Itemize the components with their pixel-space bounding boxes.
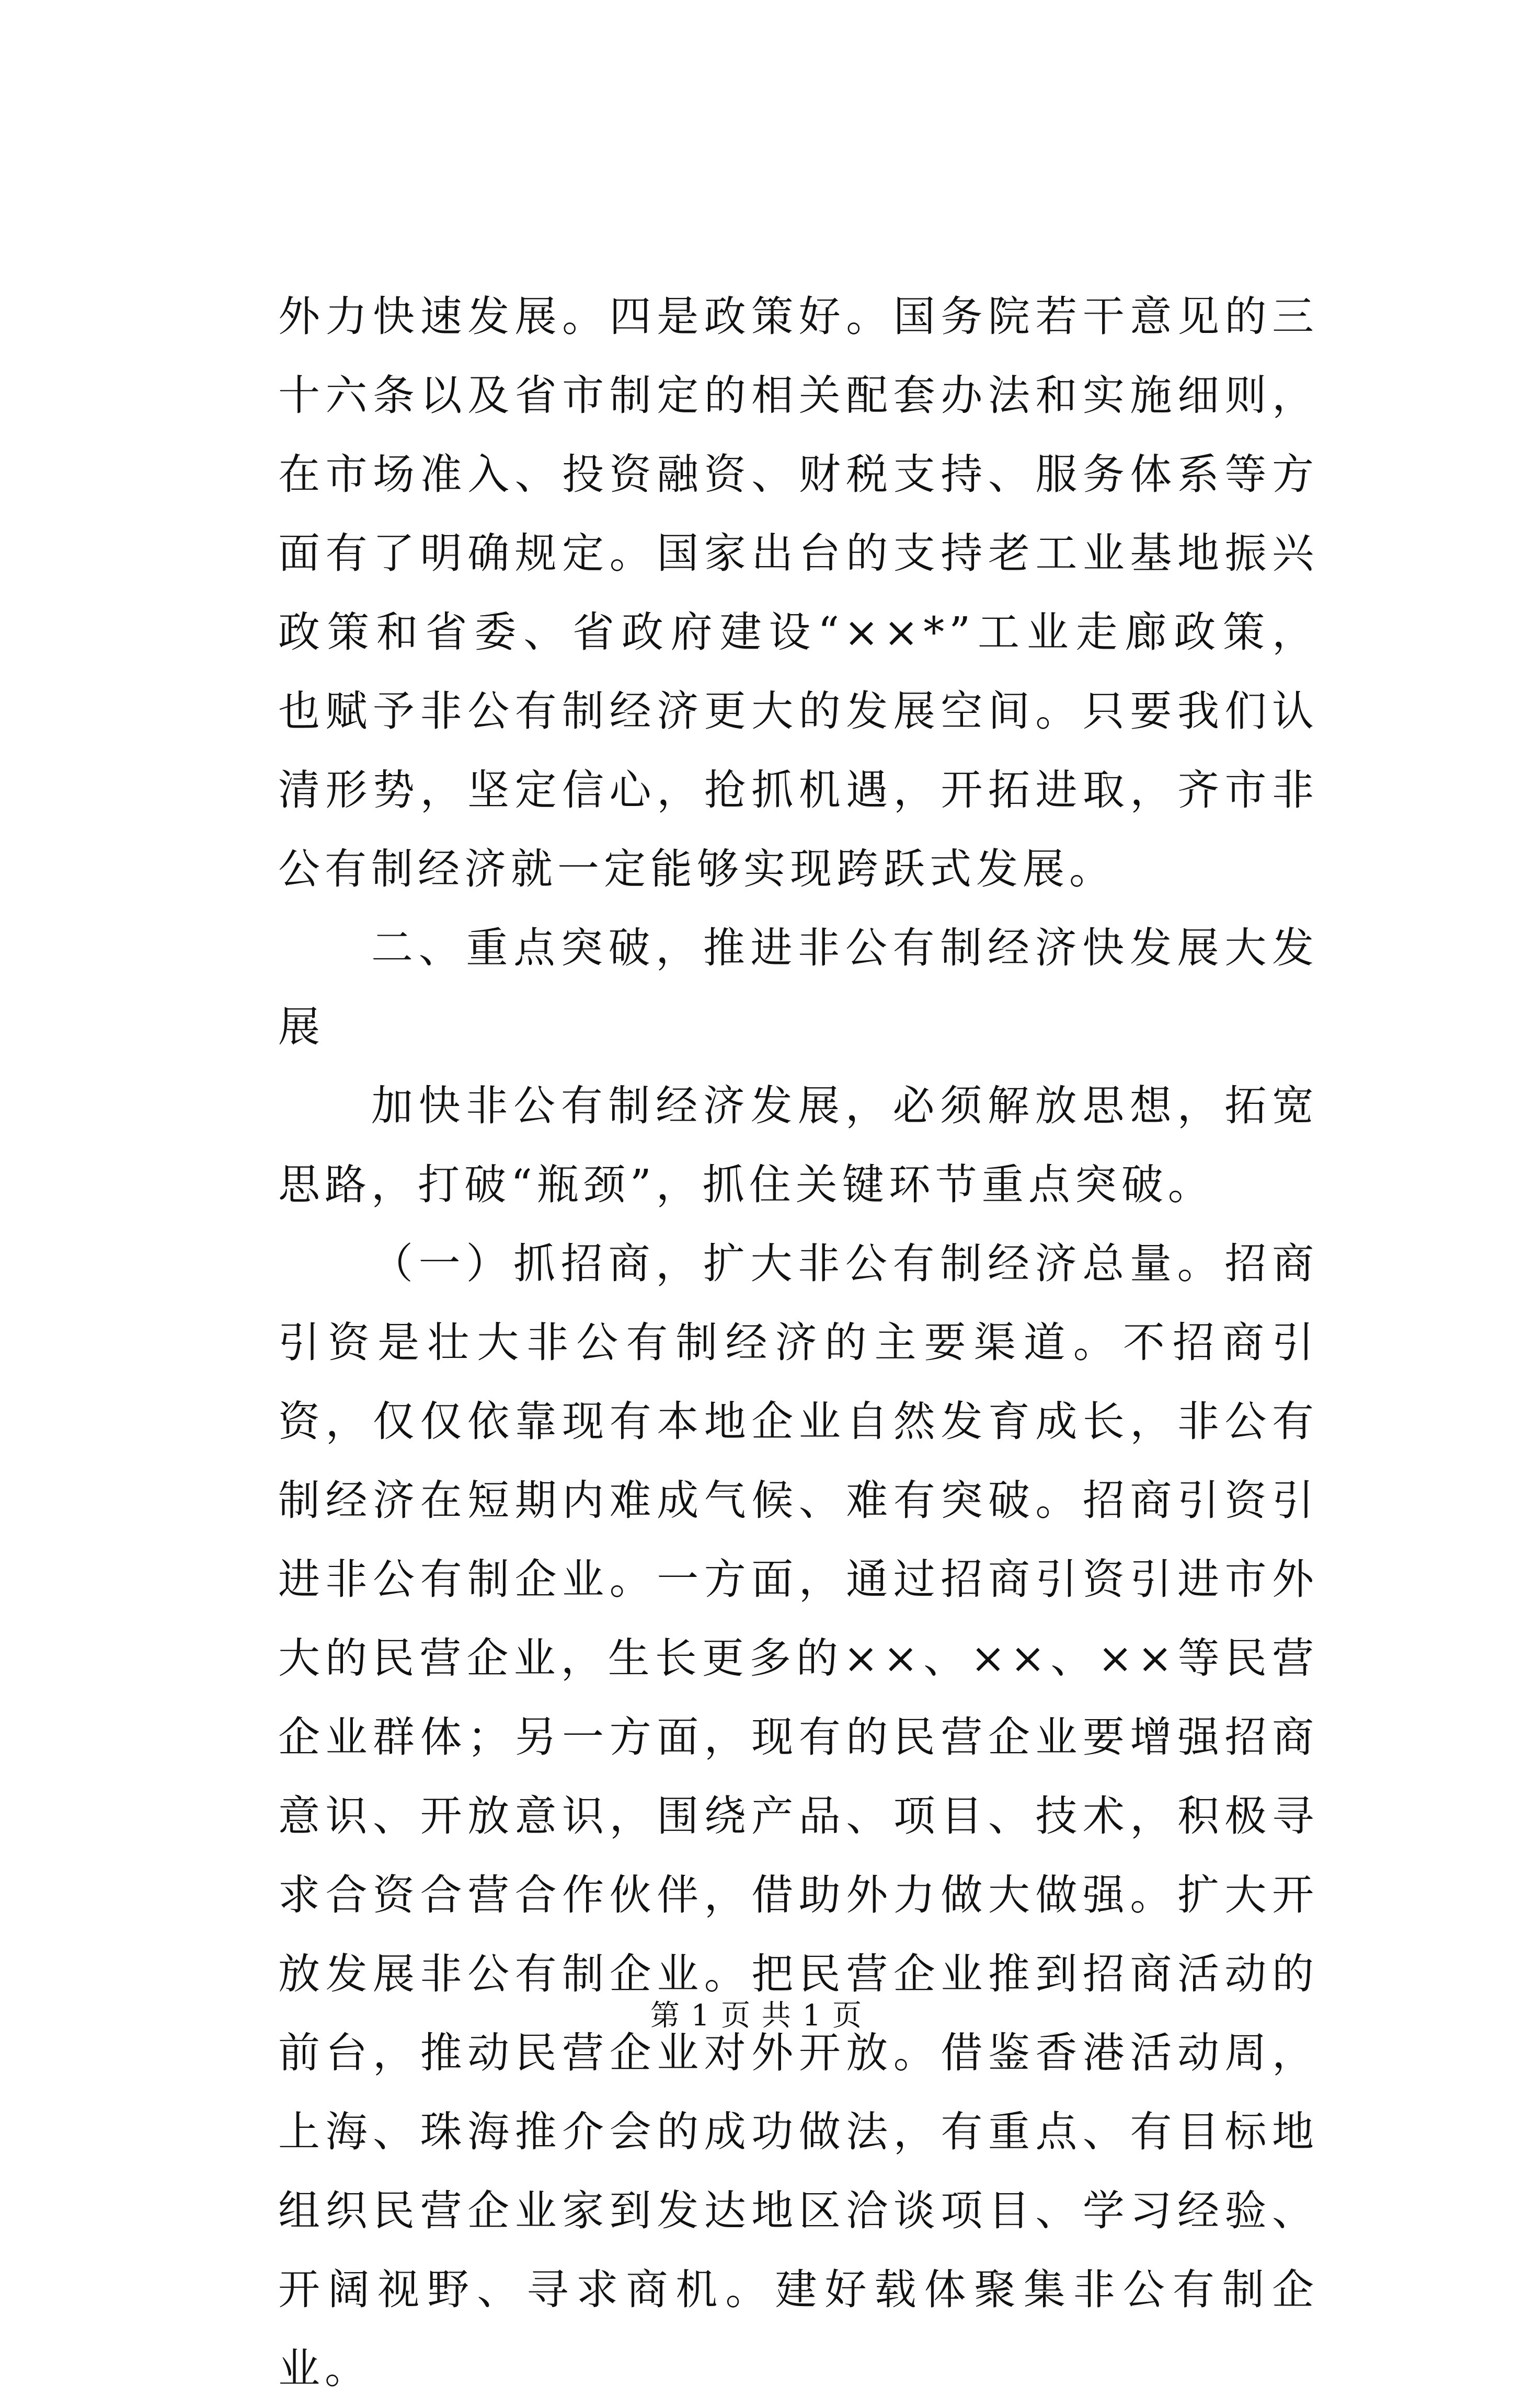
page-footer: 第 1 页 共 1 页 [650,1999,863,2033]
document-body [278,277,1319,2408]
paragraph-continuation: 外力快速发展。四是政策好。国务院若干意见的三十六条以及省市制定的相关配套办法和实施细则，在市场准入、投资融资、财税支持、服务体系等方面有了明确规定。国家出台的支持老工业基地振兴政策和省委、省政府建设“××*”工业走廊政策，也赋予非公有制经济更大的发展空间。只要我们认清形势，坚定信心，抢抓机遇，开拓进取，齐市非公有制经济就一定能够实现跨跃式发展。 [278,292,1319,893]
paragraph-investment: （一）抓招商，扩大非公有制经济总量。招商引资是壮大非公有制经济的主要渠道。不招商引资，仅仅依靠现有本地企业自然发育成长，非公有制经济在短期内难成气候、难有突破。招商引资引进非公有制企业。一方面，通过招商引资引进市外大的民营企业，生长更多的××、××、××等民营企业群体；另一方面，现有的民营企业要增强招商意识、开放意识，围绕产品、项目、技术，积极寻求合资合营合作伙伴，借助外力做大做强。扩大开放发展非公有制企业。把民营企业推到招商活动的前台，推动民营企业对外开放。借鉴香港活动周，上海、珠海推介会的成功做法，有重点、有目标地组织民营企业家到发达地区洽谈项目、学习经验、开阔视野、寻求商机。建好载体聚集非公有制企业。 [278,1239,1319,2393]
paragraph-intro: 加快非公有制经济发展，必须解放思想，拓宽思路，打破“瓶颈”，抓住关键环节重点突破。 [278,1081,1319,1209]
section-heading: 二、重点突破，推进非公有制经济快发展大发展 [278,924,1319,1051]
